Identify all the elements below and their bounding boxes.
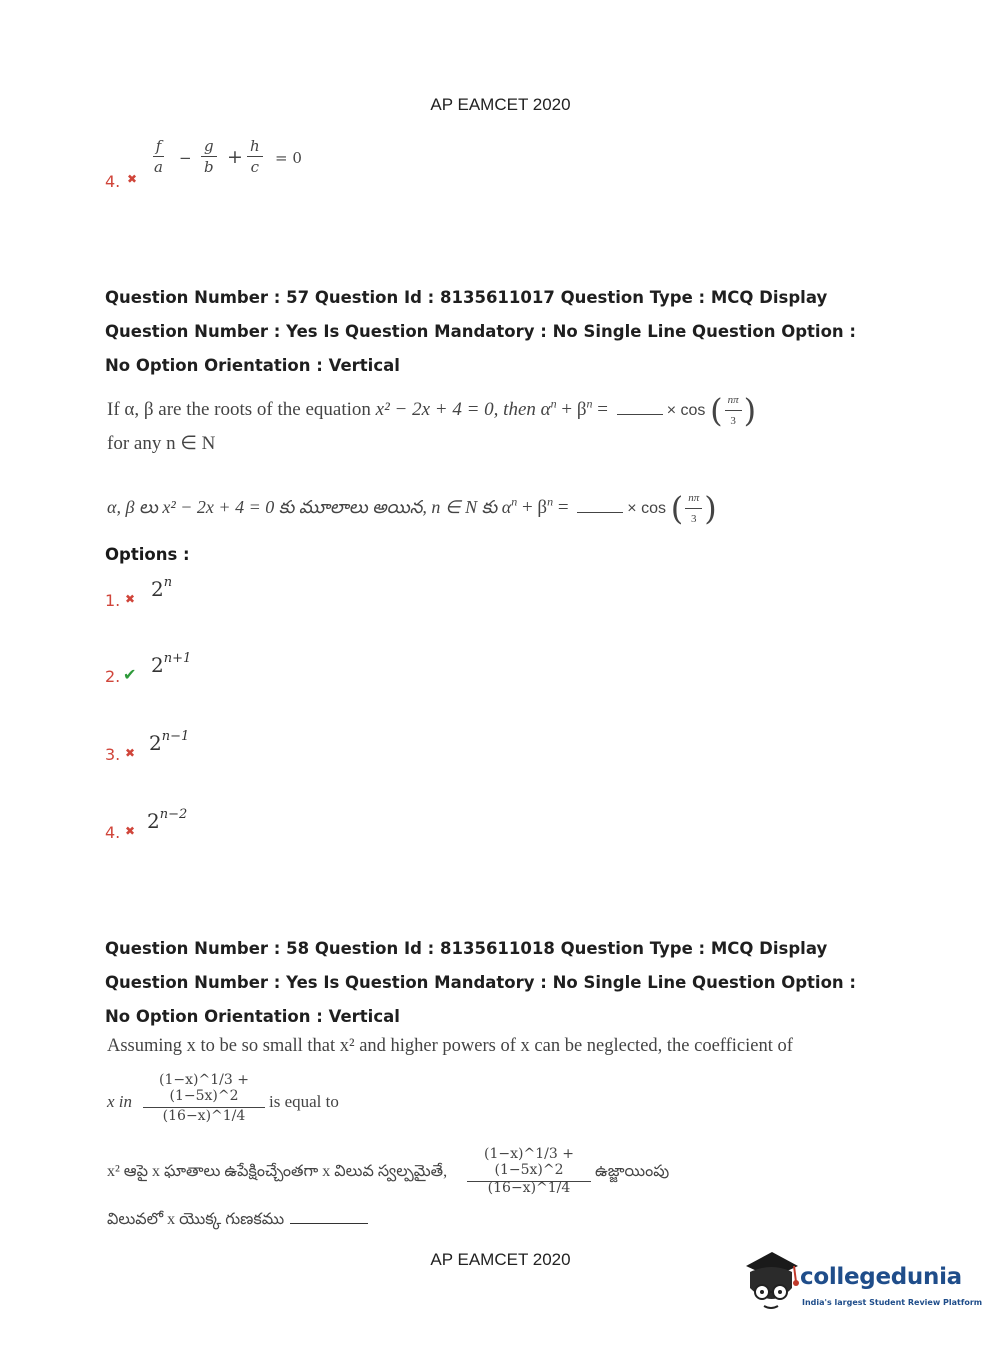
formula-denominator: (16−x)^1/4	[487, 1180, 571, 1196]
question-text-en: Assuming x to be so small that x² and higher powers of x can be neglected, the coefficient of	[107, 1036, 793, 1056]
collegedunia-logo	[742, 1248, 983, 1318]
formula-denominator: (16−x)^1/4	[162, 1108, 246, 1124]
question-text-en-line2: for any n ∈ N	[107, 433, 216, 454]
formula-numerator: (1−x)^1/3 + (1−5x)^2	[467, 1146, 591, 1182]
prev-option-4	[105, 136, 365, 192]
page-footer: AP EAMCET 2020	[430, 1250, 571, 1269]
question-text-te: x² ఆపై x ఘాతాలు ఉపేక్షించ్చేంతగా x విలువ స్వల్పమైతే, (1−x)^1/3 + (1−5x)^2 (16−x)^1/4 ఉజ్జాయింపు	[107, 1146, 670, 1196]
wrong-icon: ✖	[127, 172, 138, 186]
wrong-icon: ✖	[125, 592, 136, 606]
question-formula-en: x in (1−x)^1/3 + (1−5x)^2 (16−x)^1/4 is equal to	[107, 1072, 339, 1124]
question-text-en: If α, β are the roots of the equation x² − 2x + 4 = 0, then $\alpha^n + \beta^n$ = × cos ( $\frac{n\pi}{3}$ )	[107, 391, 757, 430]
page-header: AP EAMCET 2020	[430, 95, 571, 114]
logo-tagline: India's largest Student Review Platform	[802, 1298, 983, 1307]
check-icon: ✔	[123, 665, 137, 684]
option-2: 2. ✔ $2^{n+1}$	[105, 651, 192, 686]
question-meta: Question Number : 57 Question Id : 8135611017 Question Type : MCQ Display Question Number : Yes Is Question Mandatory : No Single Line Question Option : No Option Orientation : Vertical	[105, 288, 857, 375]
logo-text: collegedunia	[800, 1264, 962, 1290]
mascot-icon	[742, 1248, 802, 1318]
question-meta: Question Number : 58 Question Id : 8135611018 Question Type : MCQ Display Question Number : Yes Is Question Mandatory : No Single Line Question Option : No Option Orientation : Vertical	[105, 939, 857, 1026]
wrong-icon: ✖	[125, 746, 136, 760]
formula-numerator: (1−x)^1/3 + (1−5x)^2	[143, 1072, 265, 1108]
question-text-te: α, β లు x² − 2x + 4 = 0 కు మూలాలు అయిన, n ∈ N కు $\alpha^n + \beta^n$ = × cos ( $\frac{n\pi}{3}$ )	[107, 489, 717, 528]
option-1: 1. ✖ 2$^n$	[105, 575, 173, 610]
question-text-te-line2: విలువలో x యొక్క గుణకము	[107, 1210, 368, 1232]
option-formula: $\frac{f}{a}$ − $\frac{g}{b}$ + $\frac{h}{c}$ = 0	[154, 137, 302, 176]
wrong-icon: ✖	[125, 824, 136, 838]
options-label: Options :	[105, 545, 190, 564]
option-number: 4.	[105, 172, 121, 191]
option-4: 4. ✖ $2^{n-2}$	[105, 807, 188, 842]
option-3: 3. ✖ $2^{n-1}$	[105, 729, 190, 764]
